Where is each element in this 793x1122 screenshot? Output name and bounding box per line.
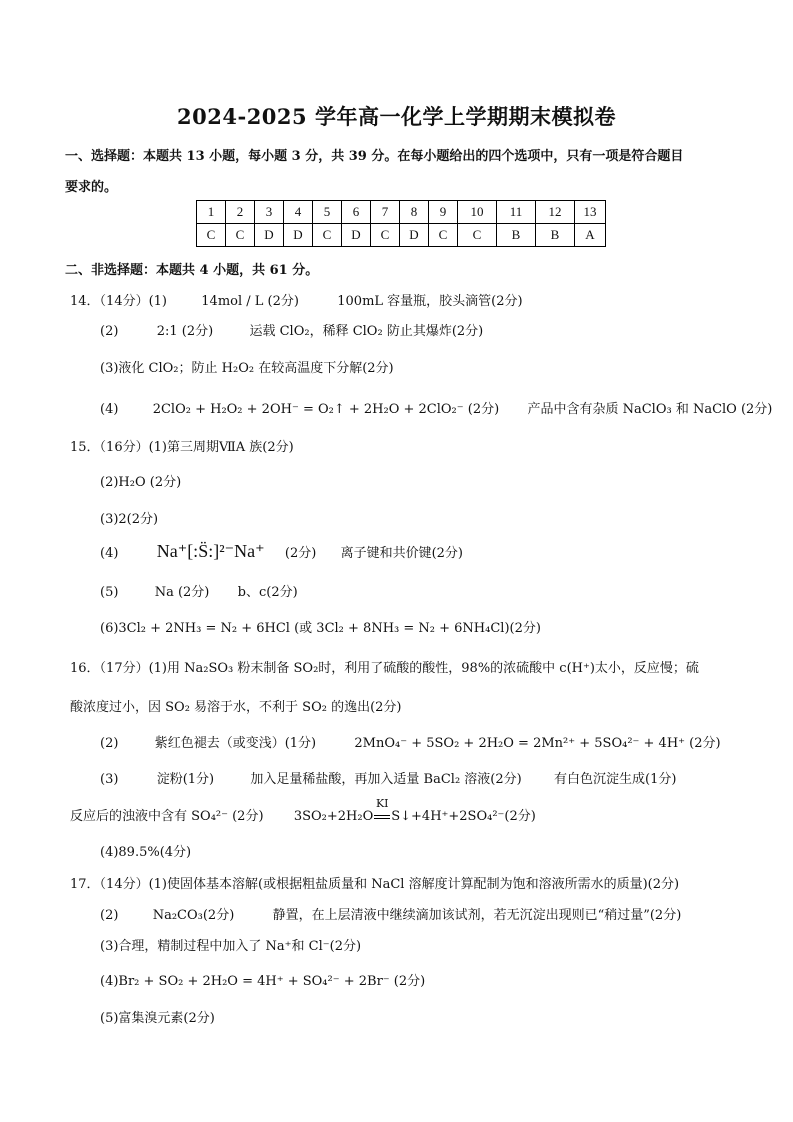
q14-part4-label: (4) [100,402,119,417]
answer-cell: C [371,224,400,247]
answer-cell: C [226,224,255,247]
q14-part1-label: 14．（14分）(1) [70,294,167,309]
question-number-cell: 1 [197,201,226,224]
question-number-cell: 9 [429,201,458,224]
ki-catalyst-label: KI [375,797,389,810]
q15-line6: (6)3Cl₂ + 2NH₃ = N₂ + 6HCl (或 3Cl₂ + 8NH₃ = N₂ + 6NH₄Cl)(2分) [100,621,541,636]
answer-cell: C [458,224,497,247]
q14-part1-answer-a: 14mol / L (2分) [201,294,299,309]
answer-cell: C [313,224,342,247]
answer-cell: D [342,224,371,247]
q15-line2: (2)H₂O (2分) [100,475,182,490]
q15-line4 [100,541,463,562]
q17-line2 [100,904,681,923]
section1-heading-line2: 要求的。 [65,180,118,195]
q14-line2 [100,320,483,339]
question-number-cell: 7 [371,201,400,224]
q16-part2-label: (2) [100,736,119,751]
question-number-cell: 13 [575,201,606,224]
q15-part4-score: (2分) [284,546,317,561]
ki-catalyst-equals-sign [373,797,391,824]
question-number-cell: 11 [497,201,536,224]
q17-line3: (3)合理，精制过程中加入了 Na⁺和 Cl⁻(2分) [100,939,362,954]
q14-part2-label: (2) [100,324,119,339]
section2-heading: 二、非选择题：本题共 4 小题，共 61 分。 [65,263,319,278]
q17-part2-answer-a: Na₂CO₃(2分) [152,908,235,923]
question-number-cell: 12 [536,201,575,224]
q14-part1-answer-b: 100mL 容量瓶，胶头滴管(2分) [337,294,523,309]
page-title: 2024-2025 学年高一化学上学期期末模拟卷 [177,104,616,129]
q14-part4-answer: 产品中含有杂质 NaClO₃ 和 NaClO (2分) [527,402,773,417]
answer-table-number-row [197,201,606,224]
q16-line4 [100,768,676,787]
answer-cell: A [575,224,606,247]
question-number-cell: 2 [226,201,255,224]
q16-line2: 酸浓度过小，因 SO₂ 易溶于水，不利于 SO₂ 的逸出(2分) [70,700,402,715]
q15-part5-answer-b: b、c(2分) [237,585,298,600]
section1-heading-line1: 一、选择题：本题共 13 小题，每小题 3 分，共 39 分。在每小题给出的四个选项中，只有一项是符合题目 [65,149,684,164]
q17-part2-label: (2) [100,908,119,923]
answer-table-answer-row [197,224,606,247]
answer-table [196,200,606,247]
question-number-cell: 8 [400,201,429,224]
q16-line6: (4)89.5%(4分) [100,845,192,860]
q16-part3-answer-c: 有白色沉淀生成(1分) [554,772,677,787]
answer-cell: C [197,224,226,247]
answer-cell: D [284,224,313,247]
q16-line1: 16．（17分）(1)用 Na₂SO₃ 粉末制备 SO₂时，利用了硫酸的酸性，98%的浓硫酸中 c(H⁺)太小，反应慢；硫 [70,661,699,676]
q16-part3-answer-b: 加入足量稀盐酸，再加入适量 BaCl₂ 溶液(2分) [250,772,522,787]
answer-cell: D [400,224,429,247]
q15-part4-answer: 离子键和共价键(2分) [340,546,463,561]
q15-line1: 15．（16分）(1)第三周期ⅦA 族(2分) [70,440,294,455]
q16-part3-answer-a: 淀粉(1分) [156,772,215,787]
question-number-cell: 10 [458,201,497,224]
q14-part2-answer-b: 运载 ClO₂，稀释 ClO₂ 防止其爆炸(2分) [249,324,484,339]
q16-part2-equation: 2MnO₄⁻ + 5SO₂ + 2H₂O = 2Mn²⁺ + 5SO₄²⁻ + 4H⁺ (2分) [354,736,721,751]
q14-part4-equation: 2ClO₂ + H₂O₂ + 2OH⁻ = O₂↑ + 2H₂O + 2ClO₂⁻ (2分) [152,402,500,417]
answer-cell: D [255,224,284,247]
answer-cell: B [536,224,575,247]
q15-part5-answer-a: Na (2分) [154,585,210,600]
q17-line5: (5)富集溴元素(2分) [100,1011,215,1026]
q17-line4: (4)Br₂ + SO₂ + 2H₂O = 4H⁺ + SO₄²⁻ + 2Br⁻ (2分) [100,974,426,989]
q16-part2-answer: 紫红色褪去（或变浅）(1分) [154,736,317,751]
q17-line1: 17．（14分）(1)使固体基本溶解(或根据粗盐质量和 NaCl 溶解度计算配制为饱和溶液所需水的质量)(2分) [70,877,680,892]
question-number-cell: 5 [313,201,342,224]
q16-line3 [100,732,721,751]
na2s-lewis-structure: Na⁺[:S̈:]²⁻Na⁺ [156,541,265,561]
q15-part4-label: (4) [100,546,119,561]
q15-line3: (3)2(2分) [100,512,159,527]
question-number-cell: 6 [342,201,371,224]
q14-line3: (3)液化 ClO₂；防止 H₂O₂ 在较高温度下分解(2分) [100,361,394,376]
q16-line5 [70,797,536,824]
q14-line1 [70,290,523,309]
q14-part2-answer-a: 2:1 (2分) [156,324,214,339]
q16-equation-right: S↓+4H⁺+2SO₄²⁻(2分) [391,809,536,824]
q14-line4 [100,398,772,417]
q15-part5-label: (5) [100,585,119,600]
question-number-cell: 4 [284,201,313,224]
q17-part2-answer-b: 静置，在上层清液中继续滴加该试剂，若无沉淀出现则已“稍过量”(2分) [272,908,682,923]
q16-part3-label: (3) [100,772,119,787]
q16-part3-answer-d: 反应后的浊液中含有 SO₄²⁻ (2分) [70,809,264,824]
q16-equation-left: 3SO₂+2H₂O [293,809,374,824]
question-number-cell: 3 [255,201,284,224]
answer-cell: C [429,224,458,247]
answer-cell: B [497,224,536,247]
q15-line5 [100,581,298,600]
